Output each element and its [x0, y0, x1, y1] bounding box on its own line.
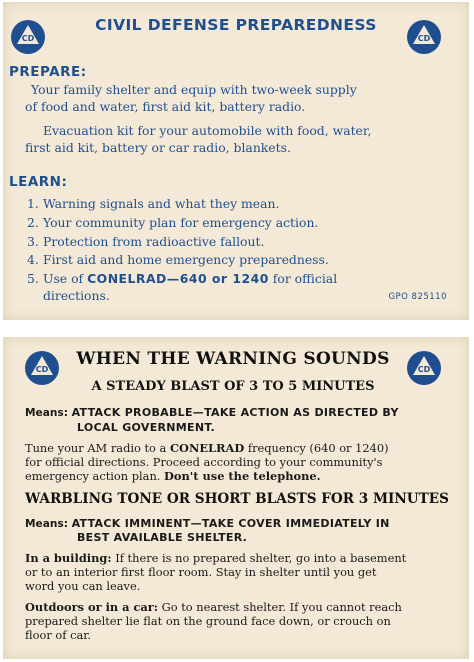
svg-text:CD: CD	[21, 34, 35, 43]
card-title: CIVIL DEFENSE PREPAREDNESS	[95, 16, 377, 34]
means-attack-imminent-line-2: BEST AVAILABLE SHELTER.	[77, 531, 248, 544]
in-a-building-line-3: word you can leave.	[25, 579, 141, 593]
learn-heading: LEARN:	[9, 174, 68, 190]
steady-blast-heading: A STEADY BLAST OF 3 TO 5 MINUTES	[91, 379, 375, 394]
tune-radio-instructions: Tune your AM radio to a CONELRAD frequency (640 or 1240)	[25, 441, 389, 455]
prepare-paragraph-2-line-2: first aid kit, battery or car radio, blankets.	[25, 140, 291, 155]
civil-defense-logo-icon	[25, 351, 59, 385]
prepare-paragraph-2: Evacuation kit for your automobile with food, water,	[43, 123, 372, 138]
svg-text:CD: CD	[417, 34, 431, 43]
prepare-heading: PREPARE:	[9, 64, 87, 80]
list-item: 1. Warning signals and what they mean.	[27, 196, 280, 211]
means-attack-imminent: Means: ATTACK IMMINENT—TAKE COVER IMMEDIATELY IN	[25, 517, 390, 530]
list-item-continuation: directions.	[43, 288, 110, 303]
in-a-building-instructions: In a building: If there is no prepared shelter, go into a basement	[25, 551, 407, 565]
svg-text:CD: CD	[417, 365, 431, 374]
prepare-paragraph-1-line-2: of food and water, first aid kit, battery radio.	[25, 99, 306, 114]
warbling-tone-heading: WARBLING TONE OR SHORT BLASTS FOR 3 MINUTES	[25, 491, 449, 507]
tune-radio-line-2: for official directions. Proceed according to your community's	[25, 455, 383, 469]
gpo-code: GPO 825110	[388, 292, 447, 302]
list-item: 4. First aid and home emergency preparedness.	[27, 252, 329, 267]
means-attack-probable: Means: ATTACK PROBABLE—TAKE ACTION AS DIRECTED BY	[25, 406, 399, 419]
svg-text:CD: CD	[35, 365, 49, 374]
civil-defense-logo-icon	[11, 20, 45, 54]
list-item: 3. Protection from radioactive fallout.	[27, 234, 265, 249]
in-a-building-line-2: or to an interior first floor room. Stay in shelter until you get	[25, 565, 377, 579]
civil-defense-logo-icon	[407, 351, 441, 385]
outdoors-line-3: floor of car.	[25, 628, 92, 642]
means-attack-probable-line-2: LOCAL GOVERNMENT.	[77, 421, 215, 434]
list-item: 5. Use of CONELRAD—640 or 1240 for official	[27, 271, 338, 286]
outdoors-line-2: prepared shelter lie flat on the ground face down, or crouch on	[25, 614, 391, 628]
outdoors-instructions: Outdoors or in a car: Go to nearest shelter. If you cannot reach	[25, 600, 402, 614]
preparedness-card	[3, 2, 469, 320]
civil-defense-logo-icon	[407, 20, 441, 54]
list-item: 2. Your community plan for emergency action.	[27, 215, 319, 230]
prepare-paragraph-1: Your family shelter and equip with two-week supply	[31, 82, 357, 97]
tune-radio-line-3: emergency action plan.	[25, 469, 165, 483]
warning-card: CD CD WHEN THE WARNING SOUNDS A STEADY BLAST OF 3 TO 5 MINUTES Means: ATTACK PROBABLE—TAKE ACTION AS DIRECTED BY LOCAL GOVERNMENT. Tune your AM radio to a CONELRAD frequency (640 or 1240) for official directions. Proceed according to your community's emergency action plan. Don't use the telephone. WARBLING TONE OR SHORT BLASTS FOR 3 MINUTES Means: ATTACK IMMINENT—TAKE COVER IMMEDIATELY IN BEST AVAILABLE SHELTER. In a building: If there is no prepared shelter, go into a basement or to an interior first floor room. Stay in shelter until you get word you can leave. Outdoors or in a car: Go to nearest shelter. If you cannot reach prepared shelter lie flat on the ground face down, or crouch on floor of car.	[3, 337, 469, 659]
card-title: WHEN THE WARNING SOUNDS	[76, 349, 390, 369]
